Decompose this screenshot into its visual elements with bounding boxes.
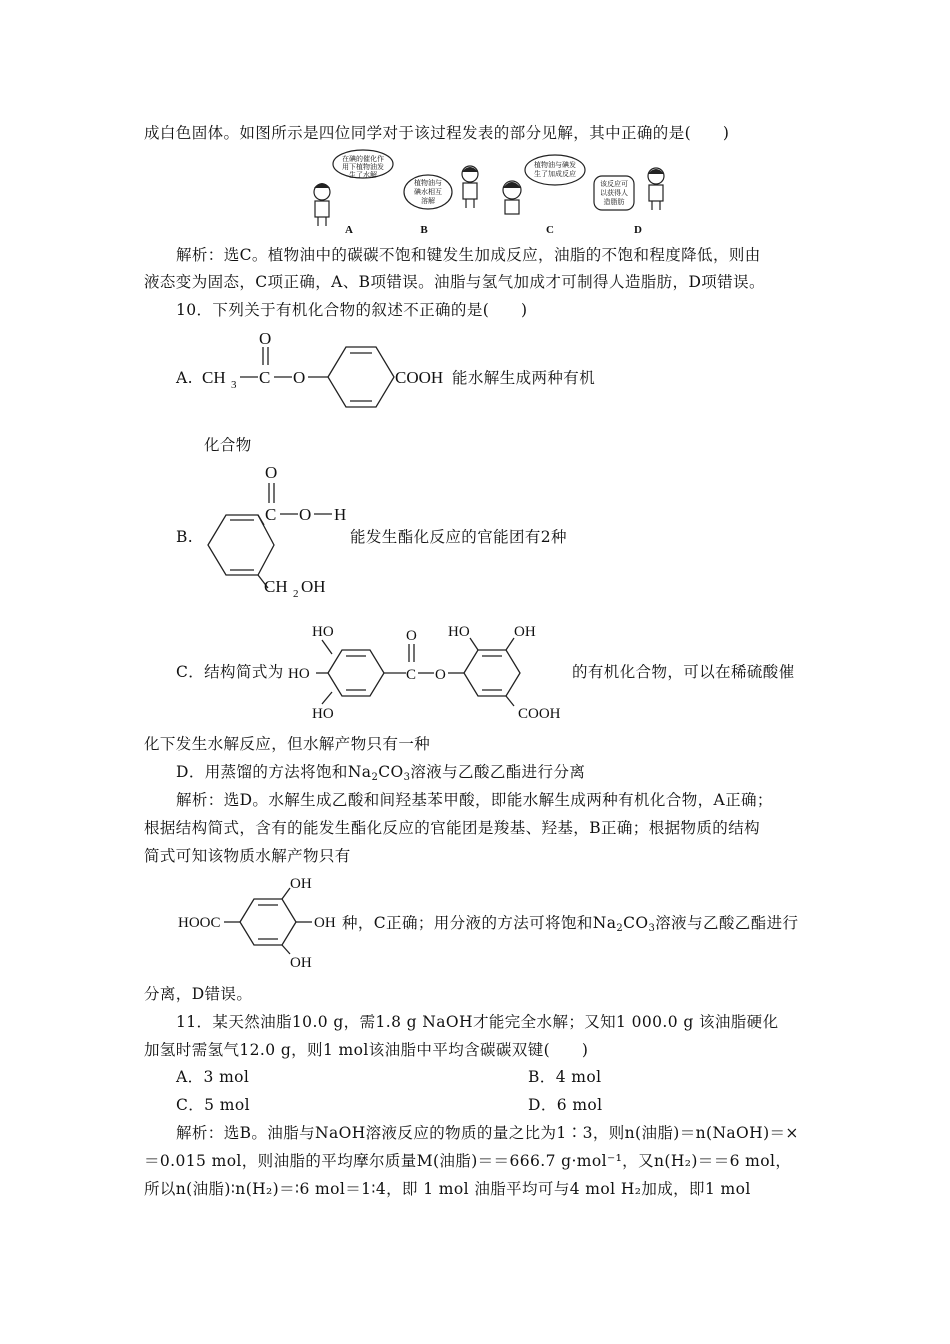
structure-b bbox=[202, 458, 372, 598]
option-a: A．3 mol bbox=[176, 1068, 250, 1086]
svg-text:碘水相互: 碘水相互 bbox=[414, 188, 442, 196]
text-line: 成白色固体。如图所示是四位同学对于该过程发表的部分见解，其中正确的是( ) bbox=[144, 124, 730, 142]
option-a-text: 能水解生成两种有机 bbox=[452, 369, 596, 387]
svg-text:HO: HO bbox=[288, 666, 310, 682]
svg-text:C: C bbox=[265, 505, 277, 524]
structure-c bbox=[288, 618, 578, 728]
svg-text:OH: OH bbox=[301, 577, 326, 596]
text-line: 解析：选D。水解生成乙酸和间羟基苯甲酸，即能水解生成两种有机化合物，A正确； bbox=[176, 791, 773, 809]
svg-text:溶解: 溶解 bbox=[421, 197, 435, 205]
text-line: 分离，D错误。 bbox=[144, 985, 253, 1003]
student-d-figure bbox=[648, 168, 664, 210]
label-a: A bbox=[345, 224, 353, 236]
svg-text:HOOC: HOOC bbox=[178, 915, 221, 931]
student-a-figure bbox=[314, 183, 330, 226]
svg-text:HO: HO bbox=[312, 624, 334, 640]
student-b-figure bbox=[462, 166, 478, 208]
svg-text:COOH: COOH bbox=[395, 368, 444, 387]
option-c-prefix: C．结构简式为 bbox=[176, 663, 284, 681]
text-line: 解析：选C。植物油中的碳碳不饱和键发生加成反应，油脂的不饱和程度降低，则由 bbox=[176, 246, 761, 264]
text-line: 根据结构简式，含有的能发生酯化反应的官能团是羧基、羟基，B正确；根据物质的结构 bbox=[144, 819, 760, 837]
option-c-cont: 化下发生水解反应，但水解产物只有一种 bbox=[144, 735, 431, 753]
svg-text:O: O bbox=[265, 463, 278, 482]
option-d: D．6 mol bbox=[528, 1096, 603, 1114]
student-c-figure bbox=[503, 181, 521, 214]
option-d: D．用蒸馏的方法将饱和$Na_2CO_3$溶液与乙酸乙酯进行分离 bbox=[176, 763, 586, 783]
svg-text:CH: CH bbox=[264, 577, 288, 596]
svg-text:HO: HO bbox=[448, 624, 470, 640]
text-line: 种，C正确；用分液的方法可将饱和$Na_2CO_3$溶液与乙酸乙酯进行 bbox=[342, 914, 799, 934]
svg-text:以获得人: 以获得人 bbox=[600, 189, 628, 197]
svg-text:H: H bbox=[334, 505, 347, 524]
svg-text:OH: OH bbox=[290, 876, 312, 892]
svg-text:HO: HO bbox=[312, 706, 334, 722]
svg-text:O: O bbox=[259, 329, 272, 348]
svg-text:植物油与: 植物油与 bbox=[414, 179, 442, 187]
svg-text:2: 2 bbox=[293, 588, 299, 600]
svg-text:O: O bbox=[299, 505, 312, 524]
cartoon-figure bbox=[300, 152, 720, 232]
text-line: ＝0.015 mol，则油脂的平均摩尔质量M(油脂)＝＝666.7 g·mol⁻¹，又n(H₂)＝＝6 mol， bbox=[144, 1152, 792, 1170]
option-a-cont: 化合物 bbox=[204, 436, 252, 454]
label-d: D bbox=[634, 224, 642, 236]
option-b: B．4 mol bbox=[528, 1068, 602, 1086]
bubble-a-text-1: 在碘的催化作 bbox=[342, 155, 384, 163]
option-a-label: A. bbox=[176, 369, 193, 387]
bubble-a-text-3: 生了水解 bbox=[349, 171, 377, 179]
text-line: 加氢时需氢气12.0 g，则1 mol该油脂中平均含碳碳双键( ) bbox=[144, 1041, 589, 1059]
option-b-text: 能发生酯化反应的官能团有2种 bbox=[350, 528, 567, 546]
svg-text:OH: OH bbox=[290, 955, 312, 971]
label-c: C bbox=[546, 224, 554, 236]
text-line: 简式可知该物质水解产物只有 bbox=[144, 847, 351, 865]
svg-text:C: C bbox=[406, 667, 417, 683]
structure-a bbox=[200, 325, 460, 425]
option-c-text: 的有机化合物，可以在稀硫酸催 bbox=[572, 663, 795, 681]
svg-text:COOH: COOH bbox=[518, 706, 561, 722]
question-11: 11．某天然油脂10.0 g，需1.8 g NaOH才能完全水解；又知1 000.0 g 该油脂硬化 bbox=[176, 1013, 779, 1031]
svg-text:C: C bbox=[259, 368, 271, 387]
text-line: 解析：选B。油脂与NaOH溶液反应的物质的量之比为1∶3，则n(油脂)＝n(NaOH)＝× bbox=[176, 1124, 799, 1142]
text-line: 液态变为固态，C项正确，A、B项错误。油脂与氢气加成才可制得人造脂肪，D项错误。 bbox=[144, 273, 765, 291]
svg-text:该反应可: 该反应可 bbox=[600, 180, 628, 188]
svg-text:O: O bbox=[293, 368, 306, 387]
option-c: C．5 mol bbox=[176, 1096, 250, 1114]
svg-text:OH: OH bbox=[314, 915, 336, 931]
svg-text:OH: OH bbox=[514, 624, 536, 640]
figure-labels bbox=[300, 222, 720, 238]
chem-ch3: CH bbox=[202, 368, 226, 387]
label-b: B bbox=[420, 224, 428, 236]
svg-text:3: 3 bbox=[231, 379, 237, 391]
option-b-label: B. bbox=[176, 528, 194, 546]
question-10: 10．下列关于有机化合物的叙述不正确的是( ) bbox=[176, 301, 528, 319]
bubble-a-text-2: 用下植物油发 bbox=[342, 163, 384, 171]
svg-text:造脂肪: 造脂肪 bbox=[603, 198, 625, 206]
svg-text:O: O bbox=[435, 667, 446, 683]
svg-text:生了加成反应: 生了加成反应 bbox=[534, 170, 576, 178]
svg-text:植物油与碘发: 植物油与碘发 bbox=[534, 161, 576, 169]
text-line: 所以n(油脂)∶n(H₂)＝∶6 mol＝1∶4，即 1 mol 油脂平均可与4 mol H₂加成，即1 mol bbox=[144, 1180, 751, 1198]
svg-text:O: O bbox=[406, 628, 417, 644]
